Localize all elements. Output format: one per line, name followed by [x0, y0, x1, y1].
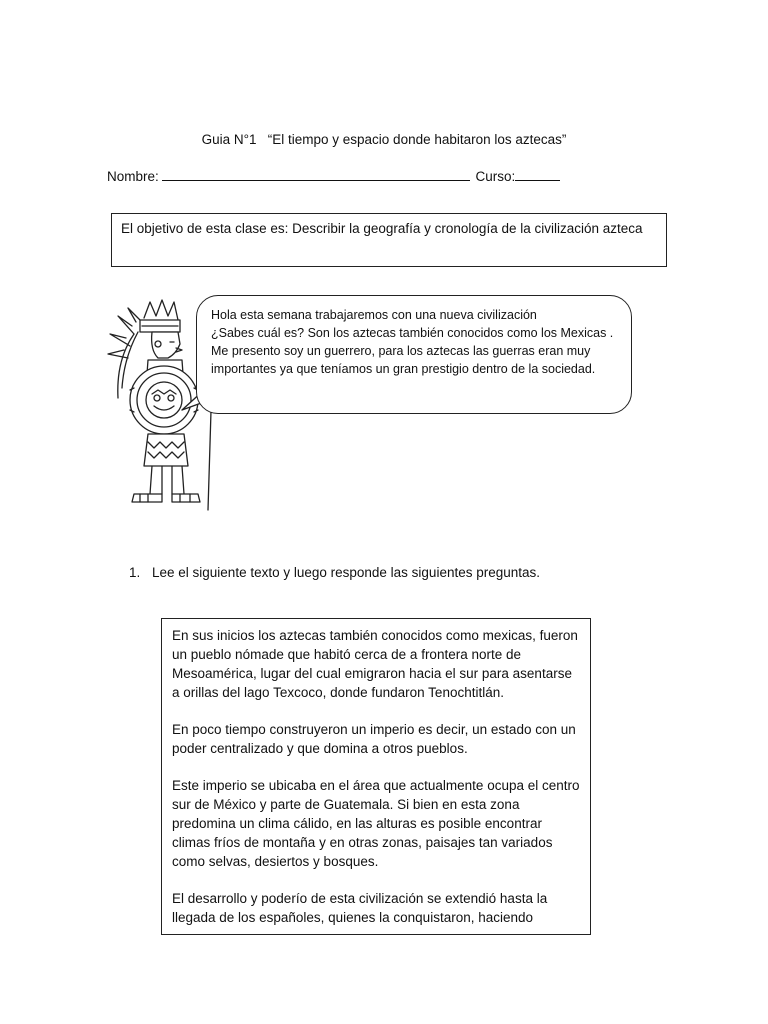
bubble-line: importantes ya que teníamos un gran prestigio dentro de la sociedad. — [211, 362, 596, 376]
worksheet-title: Guia N°1 “El tiempo y espacio donde habitaron los aztecas” — [201, 132, 567, 147]
reading-paragraph: En poco tiempo construyeron un imperio es decir, un estado con un poder centralizado y que domina a otros pueblos. — [172, 722, 576, 756]
bubble-line: ¿Sabes cuál es? Son los aztecas también conocidos como los Mexicas . — [211, 326, 614, 340]
reading-paragraph: En sus inicios los aztecas también conocidos como mexicas, fueron un pueblo nómade que habitó cerca de a frontera norte de Mesoamérica, lugar del cual emigraron hacia el sur para asentarse a orillas del lago Texcoco, donde fundaron Tenochtitlán. — [172, 628, 578, 700]
objective-text: El objetivo de esta clase es: Describir la geografía y cronología de la civilización azteca — [121, 221, 643, 236]
question-text: Lee el siguiente texto y luego responde las siguientes preguntas. — [152, 565, 541, 580]
course-blank — [515, 168, 560, 181]
name-course-line — [107, 168, 560, 184]
speech-bubble — [196, 295, 632, 414]
name-blank — [162, 168, 470, 181]
reading-paragraph: El desarrollo y poderío de esta civilización se extendió hasta la llegada de los españoles, quienes la conquistaron, haciendo — [172, 891, 548, 925]
objective-box — [111, 213, 667, 267]
name-label: Nombre: — [107, 169, 159, 184]
question-number: 1. — [129, 565, 141, 580]
bubble-line: Me presento soy un guerrero, para los aztecas las guerras eran muy — [211, 344, 591, 358]
reading-paragraph: Este imperio se ubicaba en el área que actualmente ocupa el centro sur de México y parte de Guatemala. Si bien en esta zona predomina un clima cálido, en las alturas es posible encontrar climas fríos de montaña y en otras zonas, paisajes tan variados como selvas, desiertos y bosques. — [172, 778, 580, 869]
course-label: Curso: — [475, 169, 516, 184]
bubble-line: Hola esta semana trabajaremos con una nueva civilización — [211, 308, 537, 322]
question-1 — [129, 565, 540, 580]
reading-text-box — [161, 618, 591, 935]
